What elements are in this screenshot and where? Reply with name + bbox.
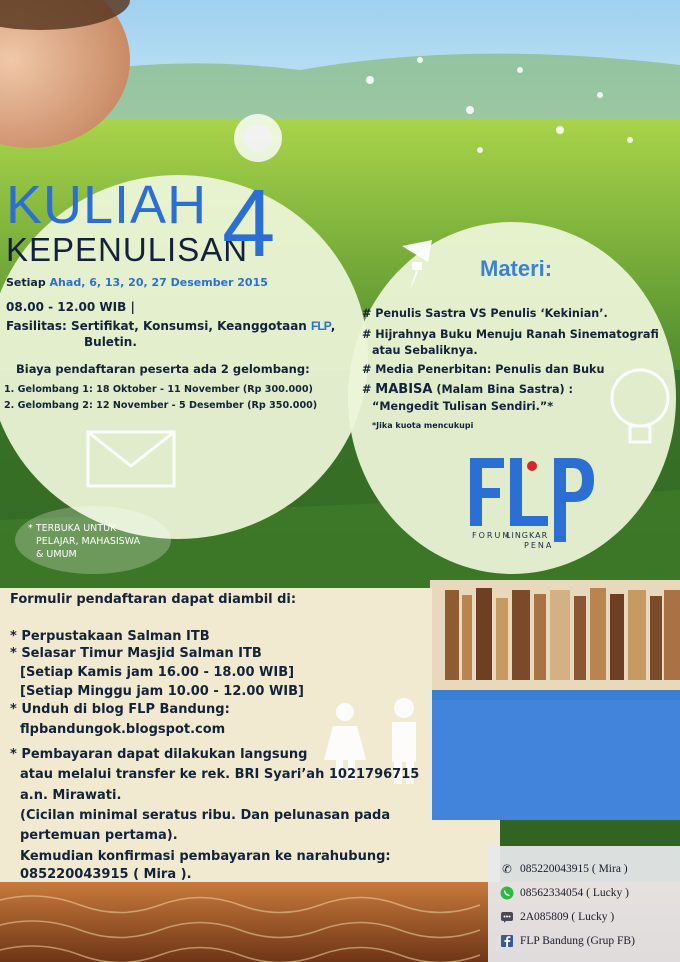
materi-item-2-cont: atau Sebaliknya. [372, 344, 478, 357]
open-note-line-1: * TERBUKA UNTUK [28, 523, 117, 534]
facilities-text: Fasilitas: Sertifikat, Konsumsi, Keanggotaan [6, 319, 312, 333]
reg-line-11: pertemuan pertama). [20, 828, 178, 843]
schedule-dates: Ahad, 6, 13, 20, 27 Desember 2015 [49, 276, 268, 289]
reg-line-5: * Unduh di blog FLP Bandung: [10, 702, 230, 717]
materi-item-4-cont: “Mengedit Tulisan Sendiri.”* [372, 400, 554, 413]
title-edition-number: 4 [222, 170, 276, 277]
contact-whatsapp-text: 08562334054 ( Lucky ) [520, 887, 629, 899]
time-line: 08.00 - 12.00 WIB | [6, 300, 135, 314]
reg-line-2: * Selasar Timur Masjid Salman ITB [10, 646, 262, 661]
bbm-icon [500, 910, 514, 924]
reg-line-3: [Setiap Kamis jam 16.00 - 18.00 WIB] [20, 665, 295, 680]
reg-line-8: atau melalui transfer ke rek. BRI Syari’ah 1021796715 [20, 767, 420, 782]
mabisa-label: MABISA [375, 382, 433, 397]
flp-logo [462, 446, 602, 550]
facilities-comma: , [330, 319, 336, 333]
reg-line-10: (Cicilan minimal seratus ribu. Dan pelunasan pada [20, 808, 391, 823]
materi-item-3: # Media Penerbitan: Penulis dan Buku [362, 363, 605, 376]
contact-bbm [500, 910, 614, 924]
reg-line-9: a.n. Mirawati. [20, 788, 122, 803]
mabisa-prefix: # [362, 383, 376, 396]
contact-bbm-text: 2A085809 ( Lucky ) [520, 911, 615, 923]
facilities-continuation: Buletin. [84, 335, 137, 349]
schedule-line [6, 276, 268, 289]
title-kuliah: KULIAH [6, 175, 208, 235]
schedule-prefix: Setiap [6, 276, 50, 289]
contact-facebook [500, 934, 635, 948]
facilities-line [6, 318, 336, 350]
materi-item-2: # Hijrahnya Buku Menuju Ranah Sinematografi [362, 328, 659, 341]
reg-line-13: 085220043915 ( Mira ). [20, 867, 192, 882]
blog-url: flpbandungok.blogspot.com [20, 722, 226, 737]
flp-logo-f [470, 458, 504, 526]
materi-item-4 [362, 382, 573, 398]
sms-phone-icon: ✆ [502, 862, 512, 876]
flp-logo-word-2: LINGKAR [506, 531, 549, 540]
contact-facebook-text: FLP Bandung (Grup FB) [520, 935, 635, 947]
materi-item-1: # Penulis Sastra VS Penulis ‘Kekinian’. [362, 307, 608, 320]
open-to-public-note [28, 522, 140, 561]
contact-box [488, 846, 680, 962]
contact-sms-text: 085220043915 ( Mira ) [520, 863, 628, 875]
quota-note: *Jika kuota mencukupi [372, 421, 474, 430]
contact-whatsapp [500, 886, 629, 900]
fee-wave-2: 2. Gelombang 2: 12 November - 5 Desember (Rp 350.000) [4, 400, 318, 411]
flp-logo-word-3: PENA [524, 541, 554, 550]
open-note-line-3: & UMUM [36, 549, 77, 560]
reg-line-4: [Setiap Minggu jam 10.00 - 12.00 WIB] [20, 684, 304, 699]
facebook-icon [500, 934, 514, 948]
reg-line-12: Kemudian konfirmasi pembayaran ke narahubung: [20, 849, 391, 864]
reg-line-7: * Pembayaran dapat dilakukan langsung [10, 747, 308, 762]
flp-mini-logo: FLP [311, 319, 331, 333]
contact-sms [500, 862, 628, 876]
flp-logo-p [554, 458, 594, 542]
title-kepenulisan: KEPENULISAN [6, 231, 249, 268]
reg-line-1: * Perpustakaan Salman ITB [10, 629, 210, 644]
materi-heading: Materi: [480, 256, 553, 281]
whatsapp-icon [500, 886, 514, 900]
flp-logo-word-1: FORUM [472, 531, 512, 540]
open-note-line-2: PELAJAR, MAHASISWA [36, 536, 141, 547]
flp-logo-dot [527, 461, 537, 471]
fees-heading: Biaya pendaftaran peserta ada 2 gelombang: [16, 362, 310, 376]
mabisa-rest: (Malam Bina Sastra) : [432, 383, 574, 396]
fee-wave-1: 1. Gelombang 1: 18 Oktober - 11 November (Rp 300.000) [4, 384, 313, 395]
registration-heading: Formulir pendaftaran dapat diambil di: [10, 592, 297, 607]
